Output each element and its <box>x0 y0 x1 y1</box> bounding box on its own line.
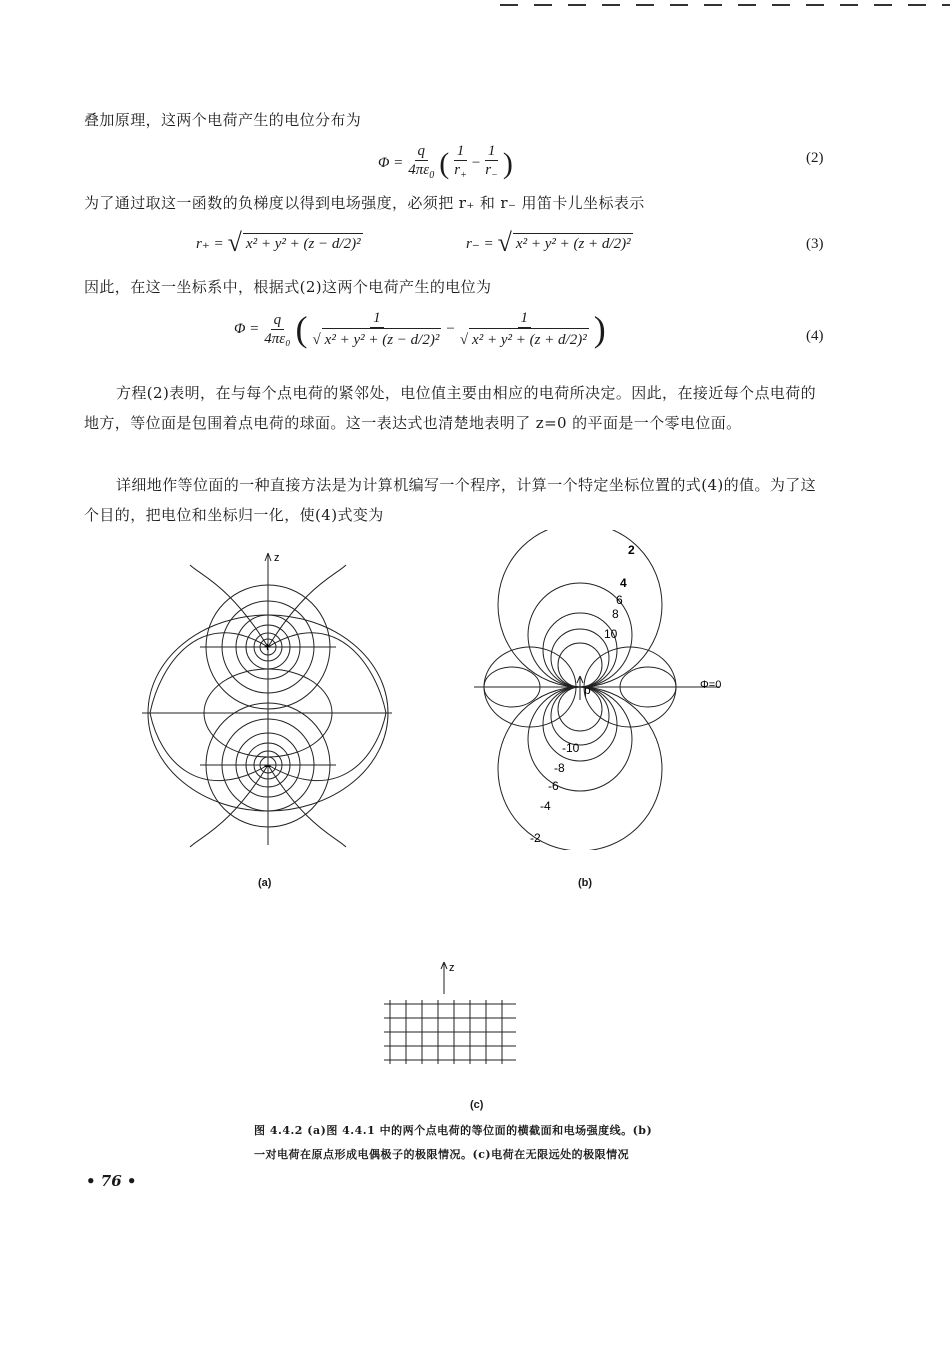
figure-b-label-neg6: -6 <box>548 779 559 793</box>
figure-b-label-neg10: -10 <box>562 741 580 755</box>
equation-2 <box>378 142 513 185</box>
figure-b-dipole-p: p <box>584 683 591 697</box>
eq2-close-paren: ) <box>502 146 513 180</box>
eq2-rminus: r <box>485 162 492 178</box>
eq3-number: (3) <box>806 236 824 252</box>
eq2-denominator: 4πε <box>408 162 430 178</box>
figure-a-minus-charge: − <box>264 759 272 773</box>
paragraph-cartesian: 为了通过取这一函数的负梯度以得到电场强度，必须把 r₊ 和 r₋ 用笛卡儿坐标表示 <box>84 194 645 212</box>
eq2-open-paren: ( <box>439 146 450 180</box>
eq4-one-a: 1 <box>370 309 384 328</box>
eq2-numerator: q <box>415 142 429 161</box>
figure-caption-line-1: 图 4.4.2 (a)图 4.4.1 中的两个点电荷的等位面的横截面和电场强度线。(b) <box>254 1124 653 1137</box>
eq4-numerator: q <box>271 311 285 330</box>
eq2-number: (2) <box>806 150 824 166</box>
eq3-right-radicand: x² + y² + (z + d/2)² <box>513 233 633 253</box>
eq3-right-lhs: r₋ = <box>466 235 494 252</box>
eq3-left-radicand: x² + y² + (z − d/2)² <box>243 233 363 253</box>
figure-a-z-label: z <box>274 552 280 564</box>
eq2-den-sub: 0 <box>429 170 435 181</box>
figure-b-zero-label: Φ=0 <box>700 679 722 691</box>
eq2-lhs: Φ = <box>378 155 404 171</box>
eq4-denominator: 4πε₀ <box>264 330 291 347</box>
figure-b-label-neg2: -2 <box>530 831 541 845</box>
eq2-one-a: 1 <box>454 142 468 161</box>
paragraph-equipotential: 方程(2)表明，在与每个点电荷的紧邻处，电位值主要由相应的电荷所决定。因此，在接近每个点电荷的地方，等位面是包围着点电荷的球面。这一表达式也清楚地表明了 z=0 的平面是一个零电位面。 <box>84 384 817 432</box>
eq4-minus: − <box>446 320 455 337</box>
paragraph-coordinate: 因此，在这一坐标系中，根据式(2)这两个电荷产生的电位为 <box>84 278 492 296</box>
figure-a-plus-charge: + <box>264 640 272 654</box>
figure-c-z-label: z <box>449 962 455 974</box>
figure-c-uniform-field <box>380 958 520 1070</box>
eq2-rminus-sub: − <box>491 170 498 181</box>
equation-3-left: r₊ = √ x² + y² + (z − d/2)² <box>196 228 361 257</box>
figure-b-label-4: 4 <box>620 576 627 590</box>
figure-b-label-neg4: -4 <box>540 799 551 813</box>
figure-b-label-2: 2 <box>628 543 635 557</box>
eq2-rplus-sub: + <box>460 170 467 181</box>
header-dashed-rule <box>500 4 950 6</box>
figure-a-label: (a) <box>258 877 272 889</box>
eq4-one-b: 1 <box>518 309 532 328</box>
figure-b-label-10: 10 <box>604 627 618 641</box>
eq4-lhs: Φ = <box>234 320 260 337</box>
equation-3-right: r₋ = √ x² + y² + (z + d/2)² <box>466 228 631 257</box>
figure-b-label: (b) <box>578 877 593 889</box>
figure-b-label-8: 8 <box>612 607 619 621</box>
page-number: • 76 • <box>86 1172 137 1190</box>
eq3-left-lhs: r₊ = <box>196 235 224 252</box>
eq4-root-a: x² + y² + (z − d/2)² <box>322 328 442 349</box>
eq4-root-b: x² + y² + (z + d/2)² <box>469 328 589 349</box>
paragraph-intro: 叠加原理，这两个电荷产生的电位分布为 <box>84 111 362 129</box>
eq4-number: (4) <box>806 328 824 344</box>
figure-b-dipole <box>470 530 750 850</box>
eq2-minus: − <box>471 155 481 171</box>
paragraph-computer: 详细地作等位面的一种直接方法是为计算机编写一个程序，计算一个特定坐标位置的式(4)的值。为了这个目的，把电位和坐标归一化，使(4)式变为 <box>84 476 817 524</box>
equation-4: Φ = $\frac{q}{\text{4πε₀}}$ ( $\frac{1}{\text{√ x² + y² + (z − d/2)²}}$ − $\frac{1}{\text{√ x² + y² + (z + d/2)²}}$ ) <box>234 309 606 349</box>
figure-c-label: (c) <box>470 1099 484 1111</box>
figure-caption-line-2: 一对电荷在原点形成电偶极子的极限情况。(c)电荷在无限远处的极限情况 <box>254 1148 630 1161</box>
eq2-rplus: r <box>454 162 461 178</box>
figure-b-label-neg8: -8 <box>554 761 565 775</box>
figure-b-label-6: 6 <box>616 593 623 607</box>
eq2-one-b: 1 <box>485 142 499 161</box>
figure-a-point-charges <box>140 545 395 865</box>
